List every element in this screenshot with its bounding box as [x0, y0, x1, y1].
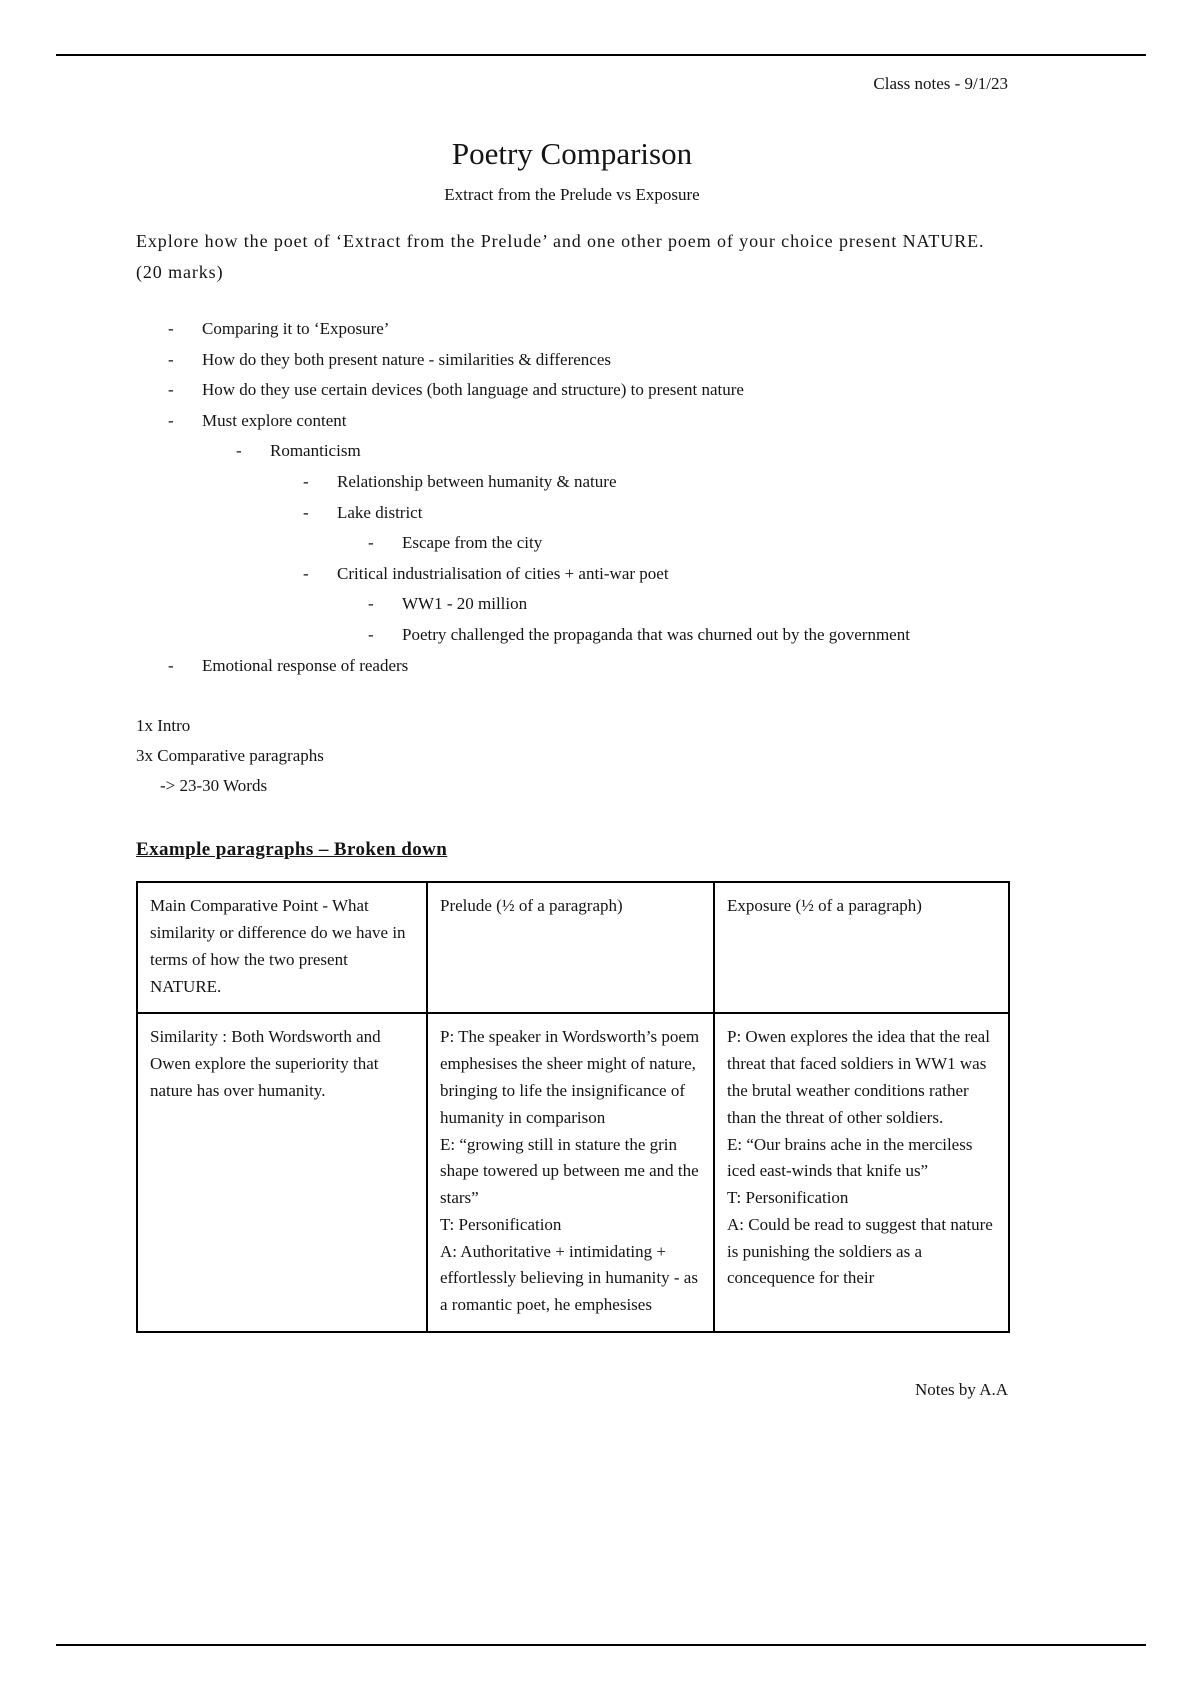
list-item-text: Comparing it to ‘Exposure’: [202, 319, 390, 338]
cell-line-technique: T: Personification: [440, 1214, 562, 1234]
plan-line-intro: 1x Intro: [136, 716, 191, 736]
list-item: [303, 498, 1008, 529]
page-title: Poetry Comparison: [451, 136, 693, 171]
list-item-text: Must explore content: [202, 410, 347, 430]
table-cell-exposure: [714, 1013, 1009, 1332]
table-header-main-point: Main Comparative Point - What similarity or difference do we have in terms of how the two present NATURE.: [137, 882, 427, 1013]
cell-line-technique: T: Personification: [727, 1188, 849, 1208]
list-dash: -: [168, 349, 174, 369]
list-dash: -: [168, 319, 174, 338]
page-content: [136, 74, 1008, 1333]
list-item-text: How do they both present nature - similarities & differences: [202, 349, 611, 369]
list-dash: -: [303, 471, 309, 491]
list-dash: -: [168, 380, 174, 400]
table-header-exposure: Exposure (½ of a paragraph): [714, 882, 1009, 1013]
list-dash: -: [368, 594, 374, 614]
list-dash: -: [303, 502, 309, 522]
list-item: [236, 436, 1008, 467]
cell-line-analysis: A: Authoritative + intimidating + effortlessly believing in humanity - as a romantic poet, he emphesises: [440, 1241, 698, 1315]
list-dash: -: [168, 410, 174, 430]
notes-list: [136, 314, 1008, 681]
essay-prompt: Explore how the poet of ‘Extract from the Prelude’ and one other poem of your choice present NATURE. (20 marks): [136, 231, 985, 282]
bottom-rule: [56, 1644, 1146, 1646]
table-header-prelude: Prelude (½ of a paragraph): [427, 882, 714, 1013]
list-dash: -: [236, 441, 242, 461]
list-item: [168, 314, 1008, 345]
list-item: [368, 589, 1008, 620]
list-item: [168, 375, 1008, 406]
list-item: [368, 528, 1008, 559]
table-cell-prelude: [427, 1013, 714, 1332]
list-item: [168, 345, 1008, 376]
list-item-text: Escape from the city: [402, 533, 543, 553]
cell-line-point: P: The speaker in Wordsworth’s poem emphesises the sheer might of nature, bringing to life the insignificance of humanity in comparison: [440, 1027, 700, 1127]
list-item-text: Poetry challenged the propaganda that was churned out by the government: [402, 624, 910, 644]
list-dash: -: [368, 533, 374, 553]
list-item-text: Romanticism: [270, 441, 361, 461]
cell-line-point: P: Owen explores the idea that the real threat that faced soldiers in WW1 was the brutal weather conditions rather than the threat of other soldiers.: [727, 1027, 990, 1127]
header-note: Class notes - 9/1/23: [873, 74, 1008, 93]
list-item: [303, 467, 1008, 498]
list-item-text: Critical industrialisation of cities + anti-war poet: [337, 563, 669, 583]
list-dash: -: [303, 563, 309, 583]
list-item-text: Emotional response of readers: [202, 655, 409, 675]
list-dash: -: [368, 624, 374, 644]
plan-line-words: -> 23-30 Words: [160, 776, 268, 796]
list-item: [303, 559, 1008, 590]
list-item-text: How do they use certain devices (both language and structure) to present nature: [202, 380, 744, 400]
list-item: [368, 620, 1008, 651]
plan-line-paragraphs: 3x Comparative paragraphs: [136, 746, 324, 766]
table-row: [137, 1013, 1009, 1332]
list-item: [168, 406, 1008, 437]
top-rule: [56, 54, 1146, 56]
comparison-table: [136, 881, 1010, 1333]
page-subtitle: Extract from the Prelude vs Exposure: [444, 185, 700, 204]
table-cell-point: Similarity : Both Wordsworth and Owen explore the superiority that nature has over humanity.: [137, 1013, 427, 1332]
cell-line-analysis: A: Could be read to suggest that nature is punishing the soldiers as a concequence for their: [727, 1214, 993, 1288]
section-heading: Example paragraphs – Broken down: [136, 839, 448, 861]
table-header-row: [137, 882, 1009, 1013]
cell-line-evidence: E: “Our brains ache in the merciless iced east-winds that knife us”: [727, 1134, 973, 1181]
cell-line-evidence: E: “growing still in stature the grin shape towered up between me and the stars”: [440, 1134, 699, 1208]
list-item: [168, 651, 1008, 682]
list-item-text: Relationship between humanity & nature: [337, 471, 617, 491]
list-item-text: WW1 - 20 million: [402, 594, 528, 614]
list-item-text: Lake district: [337, 502, 423, 522]
list-dash: -: [168, 655, 174, 675]
essay-plan: [136, 711, 1008, 801]
footer-note: Notes by A.A: [914, 1380, 1008, 1399]
